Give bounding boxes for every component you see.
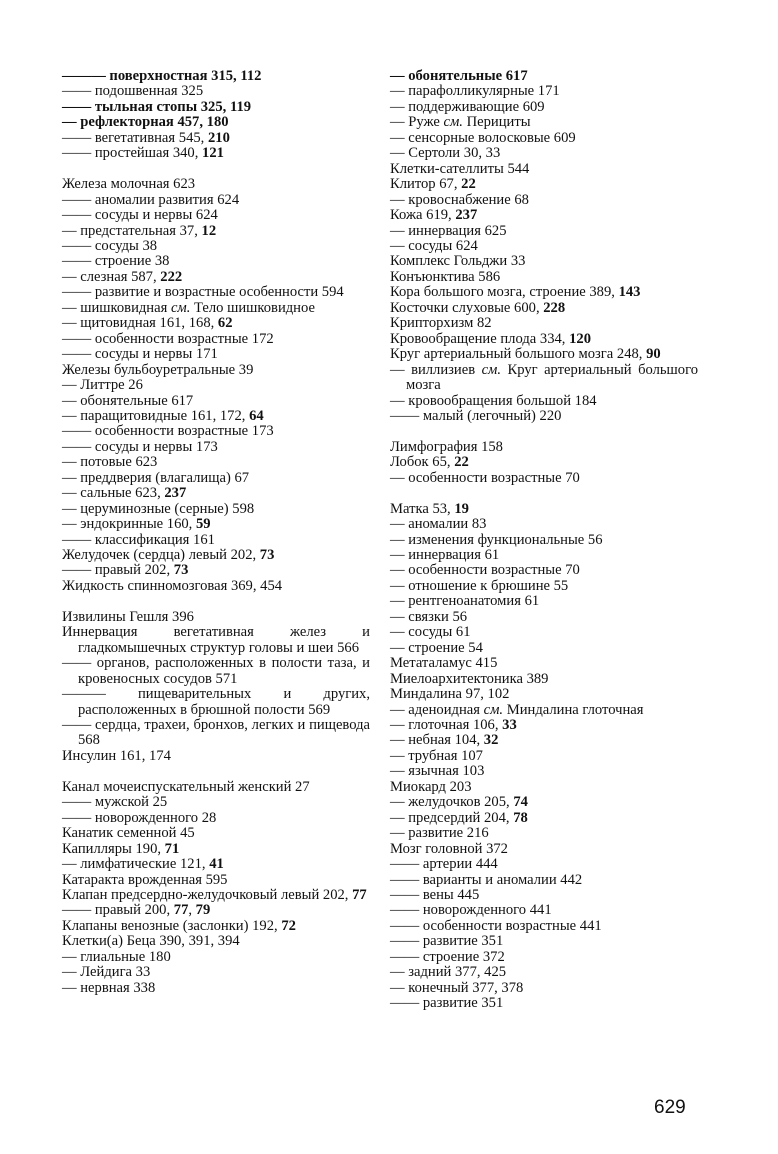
index-entry-text: — аномалии 83 bbox=[390, 516, 487, 533]
index-entry bbox=[62, 826, 370, 841]
index-entry-text: ——— пищеварительных и других, расположенных в брюшной полости 569 bbox=[62, 686, 370, 718]
index-entry-text: —— подошвенная 325 bbox=[62, 83, 204, 100]
index-entry-text: Косточки слуховые 600, bbox=[390, 299, 544, 316]
index-entry bbox=[62, 100, 370, 115]
index-entry bbox=[62, 208, 370, 223]
index-entry bbox=[62, 177, 370, 192]
index-entry bbox=[390, 965, 698, 980]
index-entry-text: Лобок 65, bbox=[390, 454, 455, 471]
index-entry bbox=[390, 733, 698, 748]
index-entry-text: 22 bbox=[461, 176, 476, 193]
index-entry bbox=[62, 795, 370, 810]
index-entry bbox=[390, 842, 698, 857]
index-entry-text: — небная 104, bbox=[390, 732, 484, 749]
index-entry bbox=[62, 131, 370, 146]
index-entry bbox=[62, 873, 370, 888]
index-entry-text: Мозг головной 372 bbox=[390, 840, 508, 857]
index-entry-text: —— правый 200, bbox=[62, 902, 174, 919]
index-entry bbox=[62, 471, 370, 486]
index-entry-text: — язычная 103 bbox=[390, 763, 485, 780]
index-entry bbox=[62, 455, 370, 470]
index-entry bbox=[62, 950, 370, 965]
index-entry-text: Извилины Гешля 396 bbox=[62, 608, 194, 625]
index-entry bbox=[390, 69, 698, 84]
index-entry bbox=[390, 224, 698, 239]
index-entry-text: 41 bbox=[209, 856, 224, 873]
index-entry-text: —— строение 372 bbox=[390, 948, 505, 965]
index-entry bbox=[62, 316, 370, 331]
index-entry bbox=[390, 548, 698, 563]
index-entry bbox=[390, 780, 698, 795]
index-entry-text: — шишковидная bbox=[62, 299, 171, 316]
index-entry-text: — сосуды 624 bbox=[390, 237, 478, 254]
index-entry bbox=[62, 270, 370, 285]
index-entry bbox=[62, 424, 370, 439]
index-entry-text: — Руже bbox=[390, 114, 444, 131]
index-entry-text: — парафолликулярные 171 bbox=[390, 83, 560, 100]
index-entry bbox=[390, 332, 698, 347]
index-entry-text: 79 bbox=[195, 902, 211, 919]
index-entry-text: — отношение к брюшине 55 bbox=[390, 577, 569, 594]
index-entry bbox=[390, 749, 698, 764]
index-entry-text: 143 bbox=[618, 284, 641, 301]
index-entry-text: 228 bbox=[543, 299, 566, 316]
index-entry bbox=[390, 873, 698, 888]
index-entry bbox=[62, 224, 370, 239]
index-entry-text: Инсулин 161, 174 bbox=[62, 747, 171, 764]
index-entry bbox=[390, 981, 698, 996]
index-entry-text: — виллизиев bbox=[390, 361, 482, 378]
index-entry bbox=[390, 517, 698, 532]
index-entry bbox=[62, 378, 370, 393]
index-entry-text: — сенсорные волосковые 609 bbox=[390, 129, 576, 146]
index-entry-text: —— сосуды и нервы 624 bbox=[62, 207, 218, 224]
index-entry-text: Миндалина глоточная bbox=[503, 701, 644, 718]
index-entry bbox=[390, 811, 698, 826]
index-entry bbox=[390, 579, 698, 594]
index-entry-text: Канал мочеиспускательный женский 27 bbox=[62, 778, 310, 795]
index-entry bbox=[390, 764, 698, 779]
index-entry bbox=[390, 146, 698, 161]
index-entry-text: 112 bbox=[240, 68, 262, 84]
index-entry-text: Клетки-сателлиты 544 bbox=[390, 160, 530, 177]
index-entry-text: 73 bbox=[173, 562, 189, 579]
index-entry-text: 62 bbox=[217, 315, 233, 332]
index-entry bbox=[62, 239, 370, 254]
index-entry-text: — глиальные 180 bbox=[62, 948, 171, 965]
index-entry bbox=[390, 502, 698, 517]
index-entry-text: 78 bbox=[513, 809, 528, 826]
index-entry-text: —— тыльная стопы 325, bbox=[62, 98, 230, 115]
index-entry-text: — особенности возрастные 70 bbox=[390, 469, 580, 486]
index-entry-text: — эндокринные 160, bbox=[62, 516, 196, 533]
index-entry bbox=[390, 594, 698, 609]
index-entry-text: Миокард 203 bbox=[390, 778, 472, 795]
index-entry-text: 74 bbox=[513, 794, 528, 811]
index-entry-text: 121 bbox=[202, 145, 224, 162]
index-entry bbox=[62, 934, 370, 949]
index-entry-text: 77 bbox=[352, 886, 367, 903]
index-entry-text: Матка 53, bbox=[390, 500, 455, 517]
index-entry-text: Капилляры 190, bbox=[62, 840, 165, 857]
index-entry-text: — глоточная 106, bbox=[390, 717, 503, 733]
index-entry-text: —— простейшая 340, bbox=[62, 145, 203, 162]
index-entry-text: —— вены 445 bbox=[390, 886, 480, 903]
index-entry bbox=[390, 115, 698, 130]
index-entry-text: — Лейдига 33 bbox=[62, 964, 151, 981]
index-entry-text: — сальные 623, bbox=[62, 485, 165, 502]
index-entry bbox=[390, 826, 698, 841]
index-entry-text: —— особенности возрастные 441 bbox=[390, 917, 602, 934]
index-entry-text: —— особенности возрастные 172 bbox=[62, 330, 274, 347]
index-entry-text: —— сердца, трахеи, бронхов, легких и пищевода 568 bbox=[62, 717, 370, 749]
index-entry-text: — потовые 623 bbox=[62, 454, 158, 471]
index-entry bbox=[390, 795, 698, 810]
index-entry-text: Комплекс Гольджи 33 bbox=[390, 253, 526, 270]
index-entry bbox=[390, 996, 698, 1011]
index-entry bbox=[62, 548, 370, 563]
index-entry-text: —— строение 38 bbox=[62, 253, 170, 270]
index-entry bbox=[390, 162, 698, 177]
index-entry-text: — иннервация 625 bbox=[390, 222, 507, 239]
index-entry-text: —— артерии 444 bbox=[390, 856, 498, 873]
index-entry-text: Желудочек (сердца) левый 202, bbox=[62, 547, 260, 564]
index-entry-text: —— органов, расположенных в полости таза, и кровеносных сосудов 571 bbox=[62, 655, 370, 687]
index-entry-text: 71 bbox=[164, 840, 180, 857]
index-entry bbox=[62, 656, 370, 687]
index-entry-text: Железы бульбоуретральные 39 bbox=[62, 361, 254, 378]
index-entry bbox=[390, 950, 698, 965]
index-entry-text: — Литтре 26 bbox=[62, 377, 143, 394]
index-entry bbox=[62, 440, 370, 455]
index-entry-text: 72 bbox=[281, 917, 296, 934]
index-entry-text: Лимфография 158 bbox=[390, 438, 503, 455]
index-entry-text: 59 bbox=[195, 516, 211, 533]
index-entry bbox=[62, 780, 370, 795]
index-entry bbox=[390, 301, 698, 316]
index-entry-text: — кровообращения большой 184 bbox=[390, 392, 597, 409]
index-entry bbox=[62, 486, 370, 501]
index-entry bbox=[390, 934, 698, 949]
index-entry bbox=[62, 811, 370, 826]
index-entry bbox=[62, 394, 370, 409]
index-entry-text: — связки 56 bbox=[390, 608, 468, 625]
index-entry-text: Конъюнктива 586 bbox=[390, 268, 501, 285]
index-entry bbox=[62, 903, 370, 918]
index-entry-text: —— развитие 351 bbox=[390, 995, 504, 1012]
index-entry-text: — Сертоли 30, 33 bbox=[390, 145, 501, 162]
index-entry bbox=[62, 69, 370, 84]
index-entry bbox=[390, 903, 698, 918]
index-entry-text: —— развитие и возрастные особенности 594 bbox=[62, 284, 344, 301]
index-entry-text: см. bbox=[170, 299, 191, 316]
index-entry-text: Миндалина 97, 102 bbox=[390, 686, 510, 703]
index-entry bbox=[62, 625, 370, 656]
index-entry bbox=[390, 100, 698, 115]
index-entry bbox=[62, 610, 370, 625]
index-entry-text: — лимфатические 121, bbox=[62, 856, 210, 873]
index-entry-text: —— вегетативная 545, bbox=[62, 129, 208, 146]
index-entry bbox=[62, 146, 370, 161]
index-entry bbox=[390, 285, 698, 300]
index-entry bbox=[390, 208, 698, 223]
index-entry-text: — предсердий 204, bbox=[390, 809, 514, 826]
index-entry-text: —— особенности возрастные 173 bbox=[62, 423, 274, 440]
index-entry-text: — слезная 587, bbox=[62, 268, 161, 285]
index-entry-text: — развитие 216 bbox=[390, 825, 489, 842]
index-entry bbox=[390, 919, 698, 934]
index-entry-text: — задний 377, 425 bbox=[390, 964, 507, 981]
index-entry-text: 180 bbox=[206, 114, 229, 131]
index-entry-text: — поддерживающие 609 bbox=[390, 98, 545, 115]
index-entry bbox=[62, 749, 370, 764]
index-entry-text: Кора большого мозга, строение 389, bbox=[390, 284, 619, 301]
index-entry-text: — паращитовидные 161, 172, bbox=[62, 407, 250, 424]
index-entry-text: —— новорожденного 441 bbox=[390, 902, 552, 919]
index-entry-text: — особенности возрастные 70 bbox=[390, 562, 580, 579]
index-entry-text: 237 bbox=[164, 485, 187, 502]
index-entry bbox=[390, 455, 698, 470]
index-entry bbox=[390, 316, 698, 331]
index-entry-text: — нервная 338 bbox=[62, 979, 156, 996]
index-entry-text: —— аномалии развития 624 bbox=[62, 191, 240, 208]
index-entry-text: — обонятельные 617 bbox=[62, 392, 194, 409]
index-entry-text: — иннервация 61 bbox=[390, 547, 500, 564]
index-entry bbox=[62, 409, 370, 424]
index-entry-text: Перициты bbox=[462, 114, 531, 131]
index-entry-text: — сосуды 61 bbox=[390, 624, 471, 641]
index-entry-text: —— классификация 161 bbox=[62, 531, 215, 548]
index-entry bbox=[390, 193, 698, 208]
index-entry-text: , bbox=[188, 902, 196, 919]
index-entry bbox=[390, 394, 698, 409]
index-entry-text: 64 bbox=[249, 407, 264, 424]
index-entry-text: см. bbox=[481, 361, 502, 378]
index-entry-text: 90 bbox=[646, 346, 661, 363]
index-entry-text: Кровообращение плода 334, bbox=[390, 330, 570, 347]
index-entry-text: — строение 54 bbox=[390, 639, 483, 656]
index-entry bbox=[62, 888, 370, 903]
index-entry-text: 22 bbox=[454, 454, 469, 471]
index-entry-text: ——— поверхностная 315, bbox=[62, 68, 241, 84]
index-entry bbox=[62, 347, 370, 362]
index-entry bbox=[62, 254, 370, 269]
index-entry bbox=[62, 965, 370, 980]
index-entry bbox=[390, 687, 698, 702]
index-entry-text: 222 bbox=[160, 268, 183, 285]
index-entry-text: — желудочков 205, bbox=[390, 794, 514, 811]
index-entry-text: Катаракта врожденная 595 bbox=[62, 871, 228, 888]
index-entry-text: — преддверия (влагалища) 67 bbox=[62, 469, 250, 486]
index-entry bbox=[62, 981, 370, 996]
index-entry-text: 237 bbox=[455, 207, 478, 224]
index-entry bbox=[62, 563, 370, 578]
index-entry bbox=[390, 672, 698, 687]
index-entry bbox=[390, 656, 698, 671]
index-entry-text: Клапаны венозные (заслонки) 192, bbox=[62, 917, 282, 934]
index-entry bbox=[390, 440, 698, 455]
index-entry bbox=[390, 533, 698, 548]
index-entry-text: Канатик семенной 45 bbox=[62, 825, 195, 842]
index-entry-text: — конечный 377, 378 bbox=[390, 979, 524, 996]
index-column-left bbox=[62, 69, 370, 996]
index-entry-text: Иннервация вегетативная желез и гладкомышечных структур головы и шеи 566 bbox=[62, 624, 370, 656]
index-entry-text: —— новорожденного 28 bbox=[62, 809, 217, 826]
index-entry bbox=[62, 687, 370, 718]
index-entry bbox=[390, 254, 698, 269]
index-entry-text: см. bbox=[443, 114, 463, 131]
index-entry-text: — щитовидная 161, 168, bbox=[62, 315, 218, 332]
index-entry-text: — предстательная 37, bbox=[62, 222, 202, 239]
index-entry-text: Железа молочная 623 bbox=[62, 176, 196, 193]
index-entry bbox=[390, 177, 698, 192]
index-entry-text: Кожа 619, bbox=[390, 207, 456, 224]
index-entry bbox=[390, 471, 698, 486]
index-entry-text: — кровоснабжение 68 bbox=[390, 191, 529, 208]
index-entry-text: Жидкость спинномозговая 369, 454 bbox=[62, 577, 283, 594]
index-entry bbox=[62, 533, 370, 548]
index-entry bbox=[62, 502, 370, 517]
index-entry-text: 119 bbox=[229, 98, 252, 115]
index-column-right bbox=[390, 69, 698, 1012]
index-entry-text: 77 bbox=[173, 902, 189, 919]
index-entry-text: —— правый 202, bbox=[62, 562, 174, 579]
index-entry bbox=[390, 84, 698, 99]
index-entry bbox=[390, 347, 698, 362]
index-entry bbox=[390, 131, 698, 146]
index-entry-text: — рентгеноанатомия 61 bbox=[390, 593, 540, 610]
index-entry bbox=[62, 363, 370, 378]
index-entry bbox=[390, 718, 698, 733]
index-entry bbox=[62, 842, 370, 857]
index-entry-text: 120 bbox=[569, 330, 591, 347]
index-entry-text: 210 bbox=[207, 129, 230, 146]
page-number: 629 bbox=[654, 1097, 686, 1118]
index-entry-text: — рефлекторная 457, bbox=[62, 114, 207, 131]
index-entry-text: —— сосуды и нервы 173 bbox=[62, 438, 218, 455]
index-entry bbox=[62, 84, 370, 99]
index-entry-text: —— варианты и аномалии 442 bbox=[390, 871, 583, 888]
index-entry bbox=[390, 409, 698, 424]
index-entry-text: — трубная 107 bbox=[390, 747, 483, 764]
index-entry-text: 19 bbox=[454, 500, 469, 517]
index-entry bbox=[390, 363, 698, 394]
index-entry bbox=[390, 563, 698, 578]
index-entry-text: Тело шишковидное bbox=[190, 299, 315, 316]
index-entry-text: 12 bbox=[201, 222, 217, 239]
index-entry-text: Клетки(а) Беца 390, 391, 394 bbox=[62, 933, 240, 950]
index-entry bbox=[62, 285, 370, 300]
index-entry-text: — изменения функциональные 56 bbox=[390, 531, 603, 548]
index-entry bbox=[62, 579, 370, 594]
index-entry-text: Клитор 67, bbox=[390, 176, 462, 193]
index-entry bbox=[62, 332, 370, 347]
index-entry-text: — обонятельные 617 bbox=[390, 68, 528, 84]
index-entry-text: —— развитие 351 bbox=[390, 933, 504, 950]
index-entry bbox=[62, 115, 370, 130]
index-entry-text: 73 bbox=[259, 547, 275, 564]
index-entry bbox=[390, 703, 698, 718]
index-entry bbox=[62, 517, 370, 532]
index-entry-text: Круг артериальный большого мозга bbox=[406, 361, 698, 394]
index-entry-text: Крипторхизм 82 bbox=[390, 315, 492, 332]
index-entry bbox=[390, 610, 698, 625]
index-entry-text: — аденоидная bbox=[390, 701, 484, 718]
index-entry bbox=[390, 270, 698, 285]
index-entry-text: 33 bbox=[502, 717, 517, 733]
index-entry-text: — церуминозные (серные) 598 bbox=[62, 500, 255, 517]
index-entry-text: Клапан предсердно-желудочковый левый 202, bbox=[62, 886, 353, 903]
index-entry bbox=[62, 919, 370, 934]
index-entry bbox=[390, 857, 698, 872]
index-entry bbox=[62, 193, 370, 208]
index-entry-text: Миелоархитектоника 389 bbox=[390, 670, 549, 687]
index-entry-text: Метаталамус 415 bbox=[390, 655, 498, 672]
index-entry bbox=[62, 301, 370, 316]
index-entry-text: см. bbox=[483, 701, 504, 718]
index-entry bbox=[390, 641, 698, 656]
index-entry-text: —— малый (легочный) 220 bbox=[390, 407, 562, 424]
index-entry-text: —— сосуды 38 bbox=[62, 237, 158, 254]
index-entry bbox=[62, 718, 370, 749]
index-entry bbox=[62, 857, 370, 872]
index-entry-text: —— мужской 25 bbox=[62, 794, 168, 811]
index-entry bbox=[390, 239, 698, 254]
index-entry-text: —— сосуды и нервы 171 bbox=[62, 346, 218, 363]
index-entry bbox=[390, 625, 698, 640]
index-entry-text: Круг артериальный большого мозга 248, bbox=[390, 346, 647, 363]
index-entry-text: 32 bbox=[483, 732, 499, 749]
index-entry bbox=[390, 888, 698, 903]
